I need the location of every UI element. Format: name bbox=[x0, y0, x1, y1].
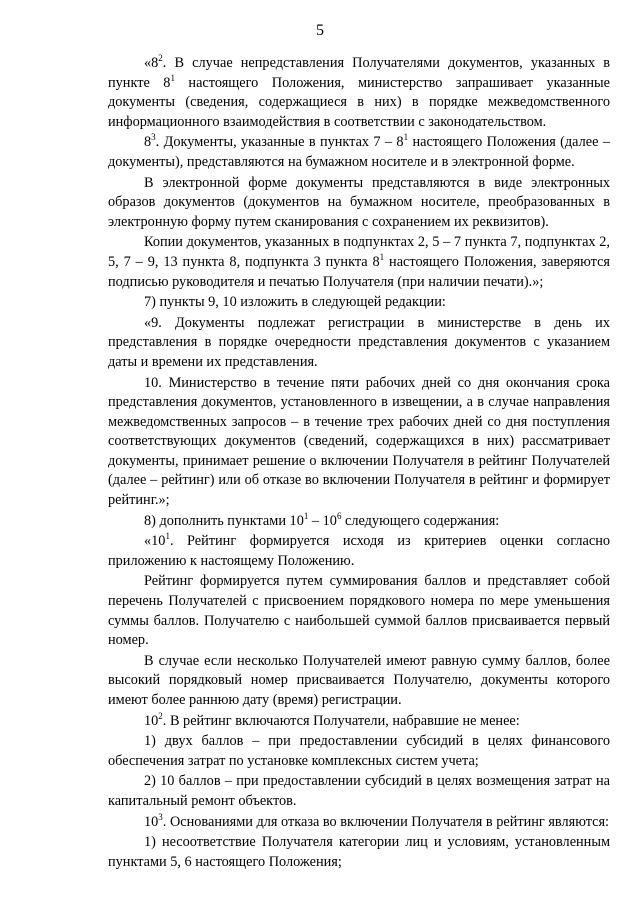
paragraph-rating-formation: Рейтинг формируется путем суммирования баллов и представляет собой перечень Получателей с присвоением порядкового номера по мере уменьшения суммы баллов. Получателю с наибольшей суммой баллов присваивается первый номер. bbox=[108, 573, 610, 649]
paragraph-10-2-item-2: 2) 10 баллов – при предоставлении субсидий в целях возмещения затрат на капитальный ремонт объектов. bbox=[108, 773, 610, 809]
document-body bbox=[108, 54, 610, 872]
paragraph-equal-scores: В случае если несколько Получателей имеют равную сумму баллов, более высокий порядковый номер присваивается Получателю, документы которого имеют более раннюю дату (время) регистрации. bbox=[108, 652, 610, 708]
paragraph-10: 10. Министерство в течение пяти рабочих дней со дня окончания срока представления документов, установленного в извещении, а в случае направления межведомственных запросов – в течение трех рабочих дней со дня поступления соответствующих документов (сведений, содержащихся в них) рассматривает документы, принимает решение о включении Получателя в рейтинг Получателей (далее – рейтинг) или об отказе во включении Получателя в рейтинг и формирует рейтинг.»; bbox=[108, 374, 610, 509]
paragraph-copies: Копии документов, указанных в подпунктах 2, 5 – 7 пункта 7, подпунктах 2, 5, 7 – 9, 13 пункта 8, подпункта 3 пункта $8^1$ настоящего Положения, заверяются подписью руководителя и печатью Получателя (при наличии печати).»; bbox=[108, 234, 610, 290]
paragraph-8-2: «$8^2$. В случае непредставления Получателями документов, указанных в пункте $8^1$ настоящего Положения, министерство запрашивает указанные документы (сведения, содержащиеся в них) в порядке межведомственного информационного взаимодействия в соответствии с законодательством. bbox=[108, 53, 610, 130]
paragraph-10-2: $10^2$. В рейтинг включаются Получатели, набравшие не менее: bbox=[144, 710, 520, 729]
paragraph-electronic-form: В электронной форме документы представляются в виде электронных образов документов (документов на бумажном носителе, преобразованных в электронную форму путем сканирования с сохранением их реквизитов). bbox=[108, 174, 610, 230]
paragraph-9: «9. Документы подлежат регистрации в министерстве в день их представления в порядке очередности представления документов с указанием даты и времени их представления. bbox=[108, 314, 610, 370]
paragraph-item-8: 8) дополнить пунктами $10^1 - 10^6$ следующего содержания: bbox=[144, 510, 500, 529]
paragraph-10-3-item-1: 1) несоответствие Получателя категории лиц и условиям, установленным пунктами 5, 6 настоящего Положения; bbox=[108, 834, 610, 870]
paragraph-10-1: «$10^1$. Рейтинг формируется исходя из критериев оценки согласно приложению к настоящему Положению. bbox=[108, 531, 610, 569]
paragraph-8-3: $8^3$. Документы, указанные в пунктах $7 - 8^1$ настоящего Положения (далее – документы), представляются на бумажном носителе и в электронной форме. bbox=[108, 132, 610, 170]
paragraph-10-3: $10^3$. Основаниями для отказа во включении Получателя в рейтинг являются: bbox=[144, 811, 610, 830]
paragraph-item-7: 7) пункты 9, 10 изложить в следующей редакции: bbox=[144, 294, 446, 311]
paragraph-10-2-item-1: 1) двух баллов – при предоставлении субсидий в целях финансового обеспечения затрат по установке комплексных систем учета; bbox=[108, 733, 610, 769]
page-number: 5 bbox=[316, 22, 324, 39]
